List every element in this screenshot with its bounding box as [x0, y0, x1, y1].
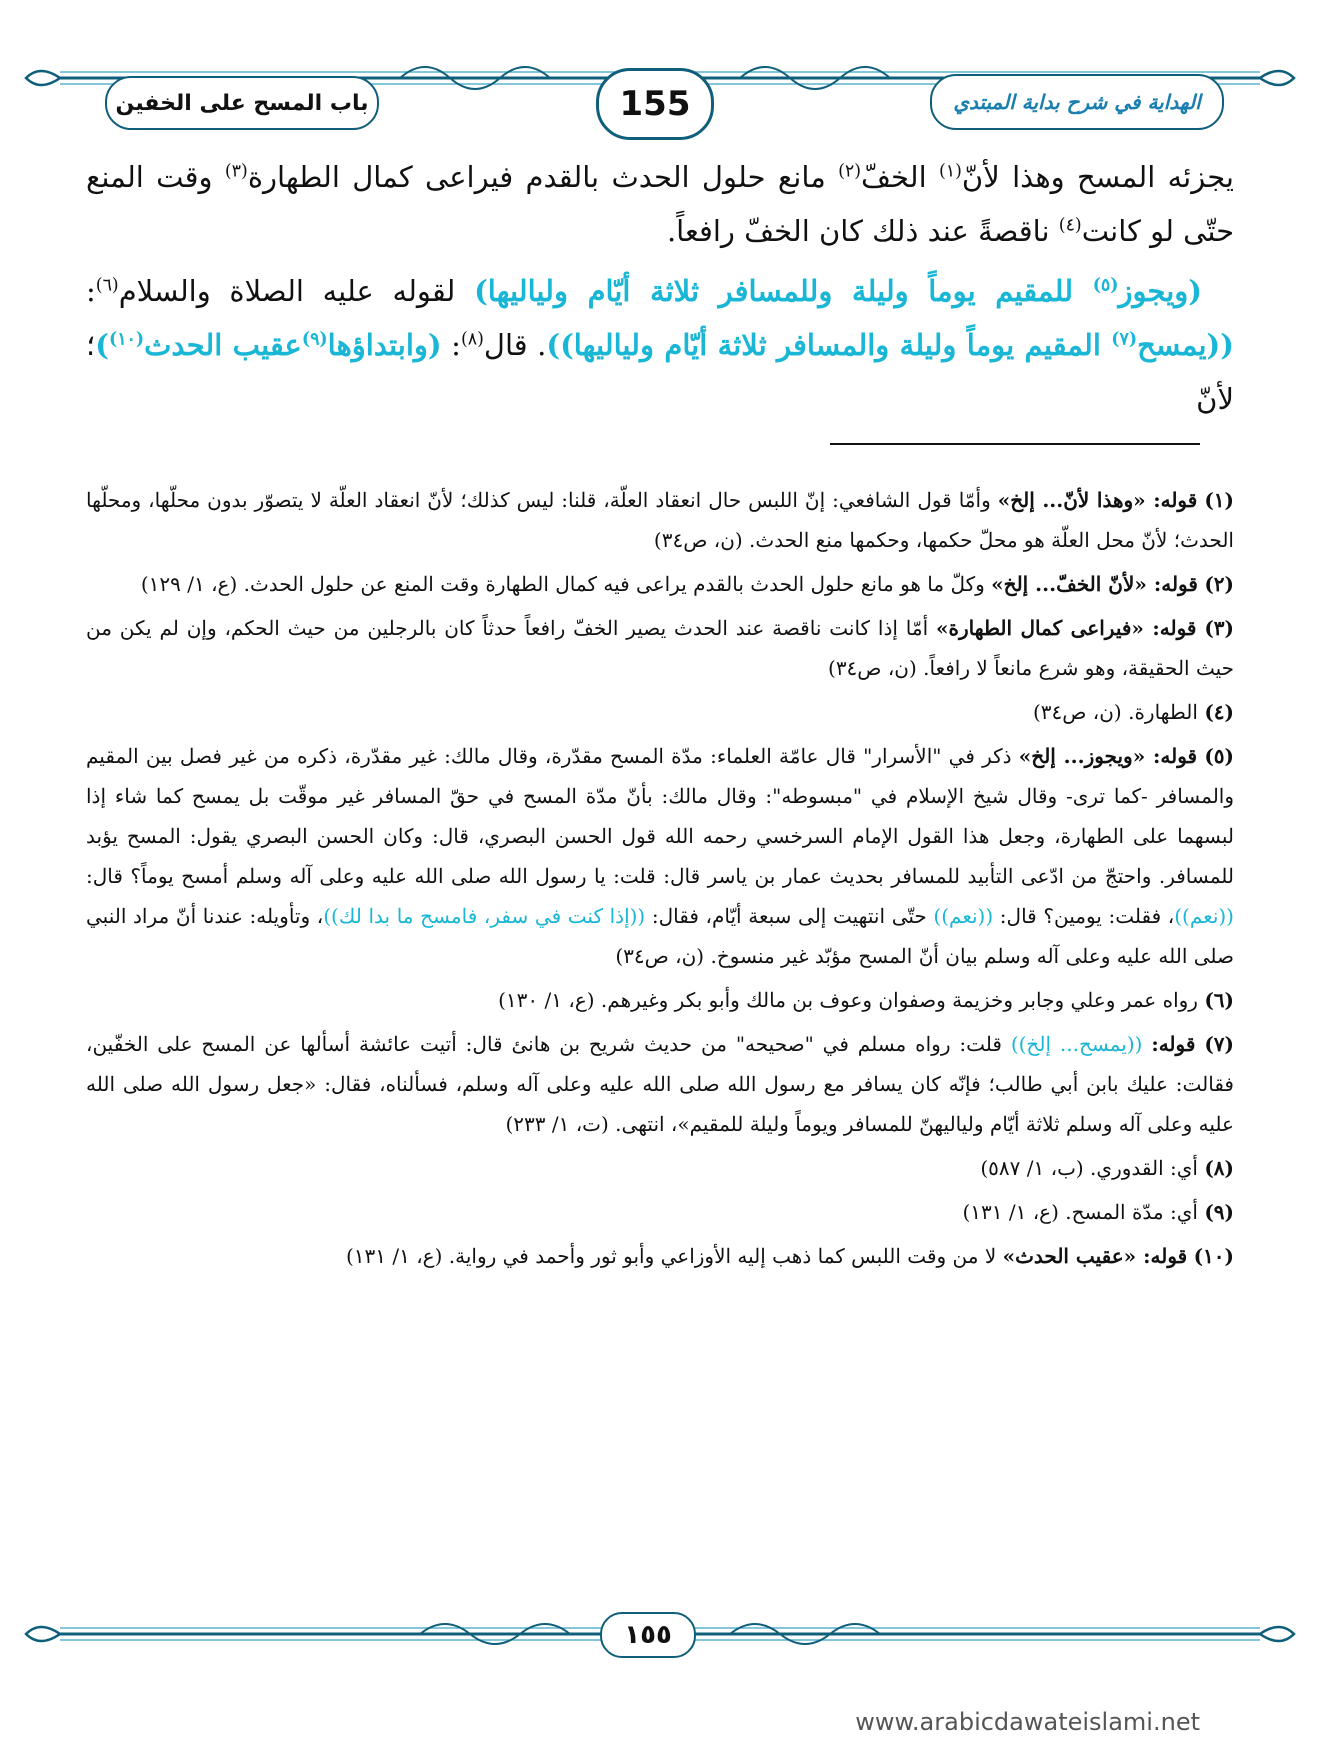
footnote-label: قوله: — [1153, 488, 1198, 512]
footnote-text: لا من وقت اللبس كما ذهب إليه الأوزاعي وأبو ثور وأحمد في رواية. (ع، ١/ ١٣١) — [345, 1244, 1003, 1268]
footnote-marker[interactable]: (٦) — [95, 275, 119, 296]
footnote-text: وأمّا قول الشافعي: إنّ اللبس حال انعقاد العلّة، قلنا: ليس كذلك؛ لأنّ انعقاد العلّة لا يتصوّر بدون محلّها، ومحلّها الحدث؛ لأنّ محل العلّة هو محلّ حكمها، وحكمها منع الحدث. (ن، ص٣٤) — [86, 488, 1234, 552]
footnote-5 — [86, 736, 1234, 976]
footnote-1 — [86, 480, 1234, 560]
text-run: لقوله عليه الصلاة والسلام — [118, 274, 475, 308]
hadith-quote: ((إذا كنت في سفر، فامسح ما بدا لك)) — [323, 904, 646, 928]
footnote-label: قوله: — [1153, 744, 1198, 768]
matn-quote: (وابتداؤها — [327, 328, 442, 362]
footnote-marker[interactable]: (١) — [938, 161, 962, 182]
footnote-7 — [86, 1024, 1234, 1144]
footnote-ref: «لأنّ الخفّ... إلخ» — [991, 572, 1154, 596]
footnote-3 — [86, 608, 1234, 688]
footnote-ref: «وهذا لأنّ... إلخ» — [997, 488, 1154, 512]
hadith-quote: ((يمسح — [1137, 328, 1234, 362]
footnote-10 — [86, 1236, 1234, 1276]
matn-quote: ) — [95, 328, 109, 362]
text-run: الخفّ — [861, 160, 939, 194]
footnote-text: حتّى انتهيت إلى سبعة أيّام، فقال: — [645, 904, 934, 928]
footnote-text: ذكر في "الأسرار" قال عامّة العلماء: مدّة المسح مقدّرة، وقال مالك: غير مقدّرة، ذكره من غير فصل بين المقيم والمسافر -كما ترى- وقال شيخ الإسلام في "مبسوطه": وقال مالك: بأنّ مدّة المسح في حقّ المسافر غير موقّت بل يمسح كما شاء إذا لبسهما على الطهارة، وجعل هذا القول الإمام السرخسي رحمه الله قول الحسن البصري، قال: وكان الحسن البصري يقول: المسح يؤبد للمسافر. واحتجّ من ادّعى التأبيد للمسافر بحديث عمار بن ياسر قال: قلت: يا رسول الله صلى الله عليه وعلى آله وسلم أمسح يوماً؟ قال: — [86, 744, 1234, 888]
page-header — [0, 28, 1320, 124]
footnote-ref: «عقيب الحدث» — [1002, 1244, 1144, 1268]
footnote-number: (١) — [1204, 488, 1234, 512]
page-number: 155 — [596, 68, 714, 140]
hadith-quote: المقيم يوماً وليلة والمسافر ثلاثة أيّام ولياليها)) — [546, 328, 1112, 362]
footnote-text: وكلّ ما هو مانع حلول الحدث بالقدم يراعى فيه كمال الطهارة وقت المنع عن حلول الحدث. (ع، ١/ ١٢٩) — [140, 572, 992, 596]
footnote-number: (٦) — [1204, 988, 1234, 1012]
page-footer — [0, 1600, 1320, 1700]
footnote-marker[interactable]: (٤) — [1058, 215, 1082, 236]
footnote-4 — [86, 692, 1234, 732]
footnote-marker[interactable]: (٢) — [838, 161, 861, 182]
footnote-marker[interactable]: (٨) — [460, 329, 484, 350]
text-run: ؛ لأنّ — [86, 328, 1234, 416]
footnotes — [86, 480, 1234, 1280]
book-title: الهداية في شرح بداية المبتدي — [930, 74, 1224, 130]
matn-quote: للمقيم يوماً وليلة وللمسافر ثلاثة أيّام ولياليها) — [474, 274, 1093, 308]
footnote-text: ، وتأويله: عندنا أنّ مراد النبي صلى الله عليه وعلى آله وسلم بيان أنّ المسح مؤبّد غير منسوخ. (ن، ص٣٤) — [86, 904, 1234, 968]
footnote-marker[interactable]: (٩) — [301, 329, 328, 350]
footnote-number: (٧) — [1204, 1032, 1234, 1056]
footnote-text: الطهارة. (ن، ص٣٤) — [1032, 700, 1205, 724]
footnote-9 — [86, 1192, 1234, 1232]
text-run: : — [86, 274, 96, 308]
footnote-number: (٨) — [1204, 1156, 1234, 1180]
footnote-label: قوله: — [1152, 616, 1197, 640]
footnote-text: أي: مدّة المسح. (ع، ١/ ١٣١) — [962, 1200, 1205, 1224]
footnote-6 — [86, 980, 1234, 1020]
footnote-2 — [86, 564, 1234, 604]
matn-quote: عقيب الحدث — [144, 328, 302, 362]
footer-page-number: ١٥٥ — [600, 1612, 696, 1658]
footnote-number: (٤) — [1204, 700, 1234, 724]
footnote-number: (١٠) — [1193, 1244, 1234, 1268]
footnote-ref: «فيراعى كمال الطهارة» — [936, 616, 1153, 640]
footnote-label: قوله: — [1151, 1032, 1196, 1056]
footnote-text: رواه عمر وعلي وجابر وخزيمة وصفوان وعوف بن مالك وأبو بكر وغيرهم. (ع، ١/ ١٣٠) — [498, 988, 1205, 1012]
footnote-text: أي: القدوري. (ب، ١/ ٥٨٧) — [980, 1156, 1205, 1180]
text-run: مانع حلول الحدث بالقدم فيراعى كمال الطهارة — [247, 160, 839, 194]
main-paragraph-1 — [86, 150, 1234, 258]
footnote-label: قوله: — [1153, 572, 1198, 596]
hadith-quote: ((يمسح... إلخ)) — [1010, 1032, 1152, 1056]
text-run: وقت المنع حتّى لو كانت — [86, 160, 1234, 248]
text-run: يجزئه المسح وهذا لأنّ — [961, 160, 1235, 194]
text-run: . قال — [483, 328, 547, 362]
footnote-ref: «ويجوز... إلخ» — [1018, 744, 1154, 768]
footnote-separator — [830, 443, 1200, 445]
footnote-8 — [86, 1148, 1234, 1188]
main-paragraph-2 — [86, 264, 1234, 426]
footnote-marker[interactable]: (٧) — [1111, 329, 1138, 350]
footnote-marker[interactable]: (٣) — [224, 161, 248, 182]
footnote-text: أمّا إذا كانت ناقصة عند الحدث يصير الخفّ رافعاً حدثاً كان بالرجلين من حيث الحكم، وإن لم يكن من حيث الحقيقة، وهو شرع مانعاً لا رافعاً. (ن، ص٣٤) — [86, 616, 1234, 680]
website-url[interactable]: www.arabicdawateislami.net — [855, 1708, 1200, 1736]
footnote-number: (٣) — [1204, 616, 1235, 640]
footnote-text: ، فقلت: يومين؟ قال: — [993, 904, 1175, 928]
text-run: : — [441, 328, 461, 362]
footnote-label: قوله: — [1143, 1244, 1188, 1268]
text-run: ناقصةً عند ذلك كان الخفّ رافعاً. — [666, 214, 1059, 248]
footnote-number: (٩) — [1204, 1200, 1234, 1224]
footnote-marker[interactable]: (١٠) — [108, 329, 145, 350]
hadith-quote: ((نعم)) — [933, 904, 994, 928]
footnote-text: قلت: رواه مسلم في "صحيحه" من حديث شريح بن هانئ قال: أتيت عائشة أسألها عن المسح على الخفّين، فقالت: عليك بابن أبي طالب؛ فإنّه كان يسافر مع رسول الله صلى الله عليه وعلى آله وسلم، فسألناه، فقال: «جعل رسول الله صلى الله عليه وعلى آله وسلم ثلاثة أيّام ولياليهنّ للمسافر ويوماً وليلة للمقيم»، انتهى. (ت، ١/ ٢٣٣) — [86, 1032, 1234, 1136]
footnote-marker[interactable]: (٥) — [1092, 275, 1119, 296]
hadith-quote: ((نعم)) — [1174, 904, 1234, 928]
footnote-number: (٥) — [1204, 744, 1235, 768]
main-text — [86, 150, 1234, 432]
matn-quote: (ويجوز — [1118, 274, 1203, 308]
footnote-number: (٢) — [1204, 572, 1234, 596]
chapter-title: باب المسح على الخفين — [105, 76, 379, 130]
